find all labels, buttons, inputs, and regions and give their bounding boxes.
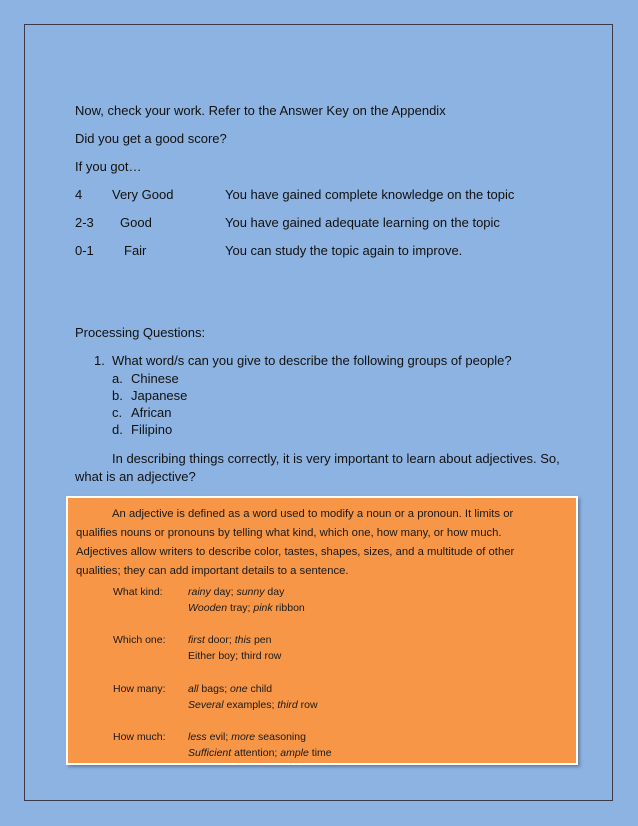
intro-line-1: Now, check your work. Refer to the Answer Key on the Appendix — [75, 103, 446, 118]
definition-line: Adjectives allow writers to describe color, tastes, shapes, sizes, and a multitude of other — [76, 546, 515, 558]
processing-heading: Processing Questions: — [75, 325, 206, 340]
score-range: 0-1 — [75, 243, 94, 258]
option-text: Chinese — [131, 371, 179, 386]
paragraph-line-1: In describing things correctly, it is very important to learn about adjectives. So, — [112, 451, 560, 466]
definition-line: An adjective is defined as a word used to modify a noun or a pronoun. It limits or — [112, 508, 514, 520]
example-label: How much: — [113, 731, 166, 743]
option-letter: c. — [112, 405, 123, 420]
question-number: 1. — [94, 353, 105, 368]
score-range: 2-3 — [75, 215, 94, 230]
example-line: Several examples; third row — [188, 699, 318, 711]
intro-line-3: If you got… — [75, 159, 142, 174]
definition-box — [66, 496, 578, 765]
option-letter: d. — [112, 422, 123, 437]
option-letter: a. — [112, 371, 123, 386]
score-rating: Very Good — [112, 187, 174, 202]
example-label: How many: — [113, 683, 166, 695]
example-label: Which one: — [113, 634, 166, 646]
definition-text — [76, 505, 576, 581]
score-message: You have gained complete knowledge on the topic — [225, 187, 515, 202]
option-text: Japanese — [131, 388, 188, 403]
score-message: You have gained adequate learning on the topic — [225, 215, 500, 230]
score-rating: Fair — [124, 243, 147, 258]
example-line: all bags; one child — [188, 683, 273, 695]
score-message: You can study the topic again to improve. — [225, 243, 463, 258]
example-line: Either boy; third row — [188, 650, 282, 662]
score-range: 4 — [75, 187, 83, 202]
option-text: African — [131, 405, 172, 420]
option-letter: b. — [112, 388, 123, 403]
example-line: Sufficient attention; ample time — [188, 747, 332, 759]
example-line: less evil; more seasoning — [188, 731, 306, 743]
intro-line-2: Did you get a good score? — [75, 131, 227, 146]
example-line: Wooden tray; pink ribbon — [188, 602, 305, 614]
score-rating: Good — [120, 215, 152, 230]
definition-line: qualities; they can add important details to a sentence. — [76, 565, 349, 577]
option-text: Filipino — [131, 422, 173, 437]
example-label: What kind: — [113, 586, 163, 598]
paragraph-line-2: what is an adjective? — [75, 469, 196, 484]
question-text: What word/s can you give to describe the following groups of people? — [112, 353, 512, 368]
definition-line: qualifies nouns or pronouns by telling what kind, which one, how many, or how much. — [76, 527, 502, 539]
example-line: first door; this pen — [188, 634, 272, 646]
example-line: rainy day; sunny day — [188, 586, 285, 598]
